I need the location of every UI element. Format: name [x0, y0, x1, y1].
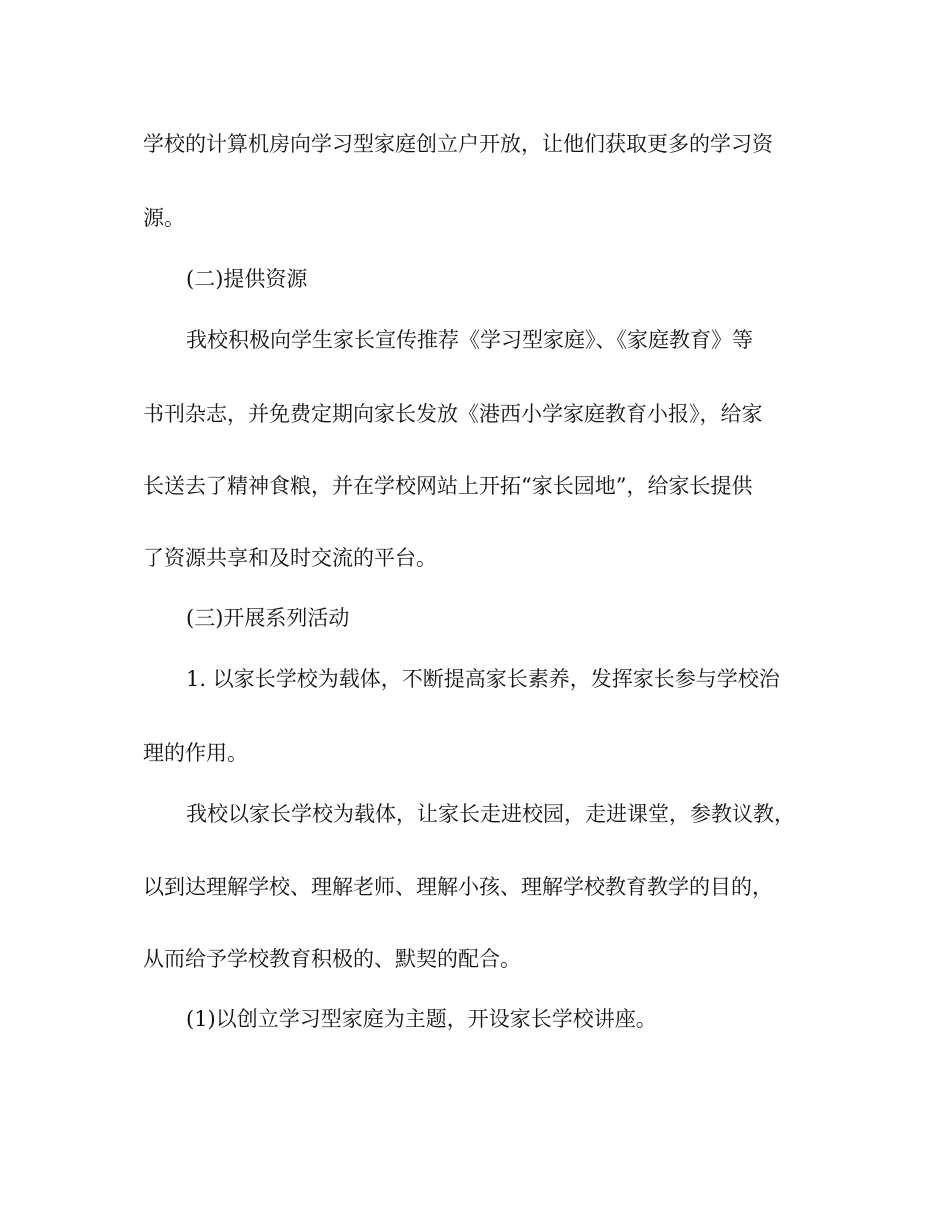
text-line: 长送去了精神食粮，并在学校网站上开拓“家长园地”，给家长提供: [143, 474, 753, 498]
section-heading: (二)提供资源: [186, 267, 308, 291]
text-line: (1)以创立学习型家庭为主题，开设家长学校讲座。: [186, 1007, 657, 1031]
text-line: 源。: [143, 206, 185, 230]
text-line: 我校以家长学校为载体，让家长走进校园，走进课堂，参教议教，: [186, 802, 795, 826]
text-line: 以到达理解学校、理解老师、理解小孩、理解学校教育教学的目的，: [143, 875, 773, 899]
text-line: 书刊杂志，并免费定期向家长发放《港西小学家庭教育小报》，给家: [143, 402, 763, 426]
section-heading: (三)开展系列活动: [186, 606, 350, 630]
text-line: 从而给予学校教育积极的、默契的配合。: [143, 947, 521, 971]
text-line: 我校积极向学生家长宣传推荐《学习型家庭》、《家庭教育》等: [186, 328, 753, 352]
text-line: 了资源共享和及时交流的平台。: [143, 546, 437, 570]
text-line: 1. 以家长学校为载体，不断提高家长素养，发挥家长参与学校治: [186, 667, 780, 691]
text-line: 学校的计算机房向学习型家庭创立户开放，让他们获取更多的学习资: [143, 132, 773, 156]
text-line: 理的作用。: [143, 741, 248, 765]
